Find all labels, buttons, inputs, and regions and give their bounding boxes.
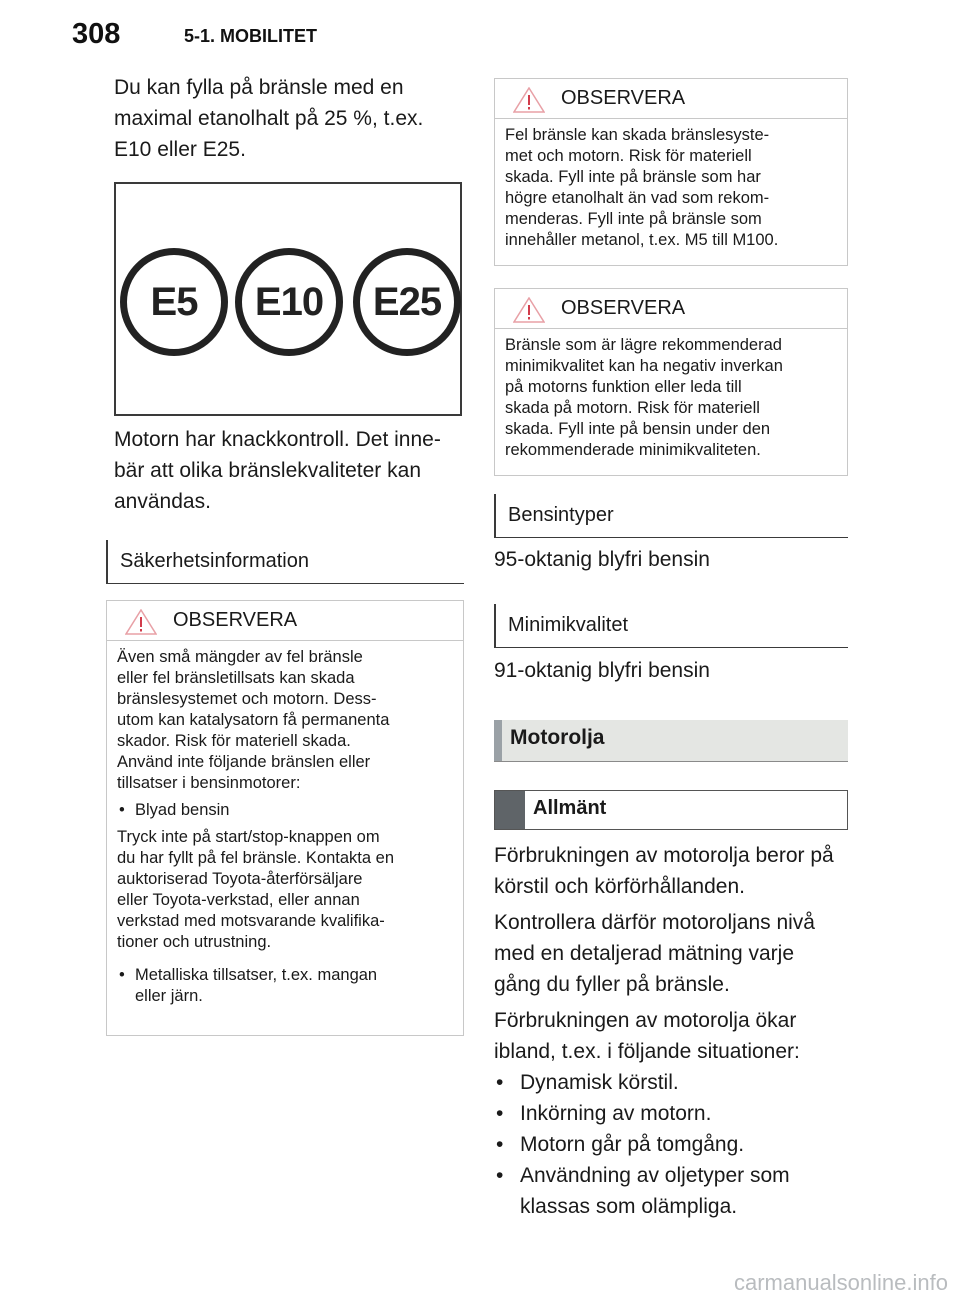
- motorolja-section-header: [494, 720, 848, 762]
- oil-paragraph-2: [494, 907, 864, 1000]
- subsection-marker: [495, 791, 525, 829]
- minimikvalitet-heading-label: Minimikvalitet: [508, 614, 629, 636]
- bullet-item: [494, 1160, 864, 1222]
- warning-paragraph: [117, 827, 453, 953]
- watermark: carmanualsonline.info: [733, 1270, 948, 1295]
- bullet-item: • Inkörning av motorn.: [494, 1098, 864, 1129]
- text-line: användas.: [114, 490, 211, 513]
- text-line: Använd inte följande bränslen eller: [117, 753, 371, 771]
- text-line: skada på motorn. Risk för materiell: [505, 399, 760, 417]
- warning-box-ethanol: [494, 78, 848, 266]
- warning-header: [495, 289, 847, 329]
- text-line: tioner och utrustning.: [117, 933, 272, 951]
- bensintyper-heading: [494, 494, 848, 538]
- bullet-text: Blyad bensin: [135, 801, 230, 819]
- text-line: utom kan katalysatorn få permanenta: [117, 711, 390, 729]
- text-line: verkstad med motsvarande kvalifika-: [117, 912, 385, 930]
- text-line: med en detaljerad mätning varje: [494, 942, 795, 965]
- oil-paragraph-1: [494, 840, 864, 902]
- safety-heading-label: Säkerhetsinformation: [120, 550, 309, 572]
- text-line: eller järn.: [135, 987, 203, 1005]
- text-line: eller Toyota-verkstad, eller annan: [117, 891, 360, 909]
- text-line: • Användning av oljetyper som: [520, 1164, 790, 1187]
- text-line: eller fel bränsletillsats kan skada: [117, 669, 355, 687]
- motorolja-heading: Motorolja: [510, 726, 605, 749]
- text-line: Kontrollera därför motoroljans nivå: [494, 911, 815, 934]
- text-line: körstil och körförhållanden.: [494, 875, 745, 898]
- warning-triangle-icon: [125, 609, 157, 635]
- warning-header: [495, 79, 847, 119]
- text-line: minimikvalitet kan ha negativ inverkan: [505, 357, 783, 375]
- text-line: högre etanolhalt än vad som rekom-: [505, 189, 770, 207]
- bullet-item: [117, 800, 453, 821]
- text-line: Motorn har knackkontroll. Det inne-: [114, 428, 441, 451]
- oil-paragraph-3: [494, 1005, 864, 1067]
- text-line: skada. Fyll inte på bränsle som har: [505, 168, 761, 186]
- warning-body: [107, 641, 463, 1007]
- fuel-badge-e5: E5: [120, 248, 228, 356]
- minimikvalitet-text: 91-oktanig blyfri bensin: [494, 659, 710, 682]
- section-title: 5-1. MOBILITET: [184, 26, 318, 46]
- bensintyper-heading-label: Bensintyper: [508, 504, 614, 526]
- text-line: rekommenderade minimikvaliteten.: [505, 441, 761, 459]
- warning-paragraph: [117, 647, 453, 794]
- fuel-label-figure: [114, 182, 462, 416]
- bullet-item: [117, 965, 453, 1007]
- text-line: maximal etanolhalt på 25 %, t.ex.: [114, 107, 424, 130]
- text-line: gång du fyller på bränsle.: [494, 973, 730, 996]
- text-line: • Metalliska tillsatser, t.ex. mangan: [135, 966, 378, 984]
- text-line: du har fyllt på fel bränsle. Kontakta en: [117, 849, 395, 867]
- warning-title: OBSERVERA: [561, 297, 686, 319]
- allmant-subheader: [494, 790, 848, 830]
- warning-title: OBSERVERA: [173, 609, 298, 631]
- warning-body: [495, 329, 847, 461]
- warning-header: [107, 601, 463, 641]
- bullet-item: • Dynamisk körstil.: [494, 1067, 864, 1098]
- warning-box-fuel: [106, 600, 464, 1036]
- text-line: E10 eller E25.: [114, 138, 246, 161]
- text-line: Förbrukningen av motorolja ökar: [494, 1009, 797, 1032]
- section-marker: [494, 720, 502, 761]
- text-line: klassas som olämpliga.: [520, 1195, 738, 1218]
- page-number: 308: [72, 18, 121, 50]
- text-line: Du kan fylla på bränsle med en: [114, 76, 404, 99]
- text-line: bränslesystemet och motorn. Dess-: [117, 690, 377, 708]
- oil-text-block: [494, 840, 864, 1222]
- warning-triangle-icon: [513, 87, 545, 113]
- bensintyper-text: 95-oktanig blyfri bensin: [494, 548, 710, 571]
- text-line: auktoriserad Toyota-återförsäljare: [117, 870, 363, 888]
- text-line: Tryck inte på start/stop-knappen om: [117, 828, 380, 846]
- text-line: Även små mängder av fel bränsle: [117, 648, 363, 666]
- text-line: Fel bränsle kan skada bränslesyste-: [505, 126, 770, 144]
- knock-paragraph: [114, 424, 464, 517]
- text-line: Bränsle som är lägre rekommenderad: [505, 336, 782, 354]
- bullet-item: • Motorn går på tomgång.: [494, 1129, 864, 1160]
- text-line: innehåller metanol, t.ex. M5 till M100.: [505, 231, 779, 249]
- text-line: ibland, t.ex. i följande situationer:: [494, 1040, 800, 1063]
- warning-body: [495, 119, 847, 251]
- allmant-heading: Allmänt: [533, 797, 607, 819]
- intro-paragraph: [114, 72, 464, 165]
- fuel-badge-e10: E10: [235, 248, 343, 356]
- warning-box-quality: [494, 288, 848, 476]
- warning-triangle-icon: [513, 297, 545, 323]
- text-line: menderas. Fyll inte på bränsle som: [505, 210, 762, 228]
- text-line: skador. Risk för materiell skada.: [117, 732, 351, 750]
- warning-title: OBSERVERA: [561, 87, 686, 109]
- text-line: bär att olika bränslekvaliteter kan: [114, 459, 421, 482]
- text-line: tillsatser i bensinmotorer:: [117, 774, 301, 792]
- text-line: Förbrukningen av motorolja beror på: [494, 844, 834, 867]
- minimikvalitet-heading: [494, 604, 848, 648]
- text-line: met och motorn. Risk för materiell: [505, 147, 752, 165]
- text-line: på motorns funktion eller leda till: [505, 378, 742, 396]
- safety-heading: [106, 540, 464, 584]
- fuel-badge-e25: E25: [353, 248, 461, 356]
- text-line: skada. Fyll inte på bensin under den: [505, 420, 771, 438]
